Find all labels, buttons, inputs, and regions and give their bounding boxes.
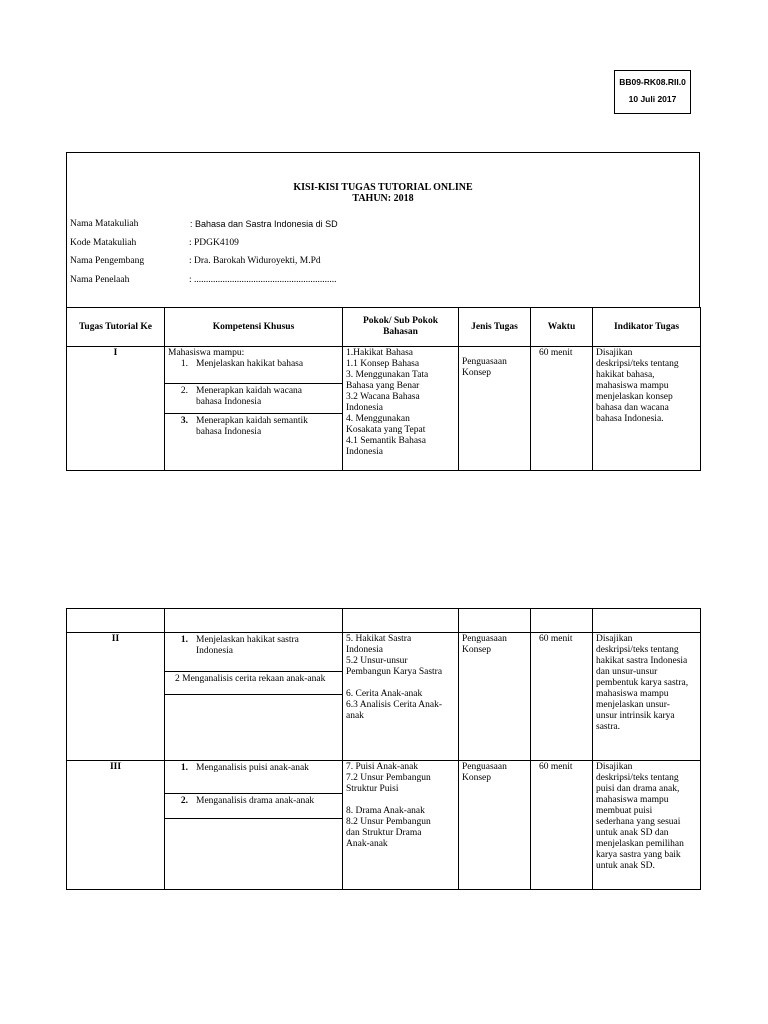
pokok-line: 3. Menggunakan Tata: [346, 370, 429, 380]
waktu-cell: 60 menit: [531, 633, 593, 761]
kompetensi-text: bahasa Indonesia: [196, 427, 262, 437]
kompetensi-text: Menjelaskan hakikat bahasa: [196, 359, 304, 369]
indikator-line: sastra.: [596, 722, 621, 732]
jenis-cell: [459, 761, 531, 890]
kompetensi-intro: Mahasiswa mampu:: [168, 348, 245, 358]
indikator-line: deskripsi/teks tentang: [596, 359, 679, 369]
penelaah-label: Nama Penelaah: [70, 275, 130, 285]
kode-label: Kode Matakuliah: [70, 238, 137, 248]
header-pokok-line2: Bahasan: [383, 327, 418, 337]
pokok-line: 8. Drama Anak-anak: [346, 806, 425, 816]
pokok-line: anak: [346, 711, 364, 721]
header-tugas: Tugas Tutorial Ke: [67, 308, 165, 347]
indikator-line: deskripsi/teks tentang: [596, 773, 679, 783]
pokok-line: 1.1 Konsep Bahasa: [346, 359, 420, 369]
jenis-cell: [459, 633, 531, 761]
indikator-line: sederhana yang sesuai: [596, 817, 681, 827]
kompetensi-number: 1.: [180, 763, 188, 773]
kompetensi-number: 2.: [180, 796, 188, 806]
empty-cell: [343, 609, 459, 633]
indikator-line: Disajikan: [596, 634, 633, 644]
row-number: II: [67, 633, 165, 761]
document-code-box: [614, 70, 691, 114]
pokok-line: 7. Puisi Anak-anak: [346, 762, 419, 772]
row-number: I: [67, 347, 165, 471]
jenis-line: Konsep: [462, 645, 492, 655]
jenis-line: Penguasaan: [462, 357, 507, 367]
pokok-line: Indonesia: [346, 447, 383, 457]
table-header-row: [67, 308, 701, 347]
kompetensi-item: [165, 672, 342, 695]
empty-cell: [531, 609, 593, 633]
kompetensi-cell: [165, 347, 343, 471]
kompetensi-text: 2 Menganalisis cerita rekaan anak-anak: [175, 674, 326, 684]
empty-cell: [67, 609, 165, 633]
indikator-line: Disajikan: [596, 348, 633, 358]
indikator-line: Disajikan: [596, 762, 633, 772]
pokok-cell: [343, 347, 459, 471]
pokok-line: Struktur Puisi: [346, 784, 399, 794]
indikator-cell: [593, 761, 701, 890]
kompetensi-text: Menganalisis drama anak-anak: [196, 796, 315, 806]
indikator-line: untuk anak SD dan: [596, 828, 669, 838]
matakuliah-value: : Bahasa dan Sastra Indonesia di SD: [190, 219, 338, 229]
kompetensi-cell: [165, 761, 343, 890]
header-jenis: Jenis Tugas: [459, 308, 531, 347]
kompetensi-text: Menjelaskan hakikat sastra: [196, 635, 299, 645]
pokok-line: 6.3 Analisis Cerita Anak-: [346, 700, 443, 710]
kompetensi-item: [165, 414, 342, 441]
kompetensi-text: Menerapkan kaidah wacana: [196, 386, 303, 396]
pokok-line: 7.2 Unsur Pembangun: [346, 773, 431, 783]
pokok-line: 6. Cerita Anak-anak: [346, 689, 423, 699]
header-pokok-line1: Pokok/ Sub Pokok: [363, 316, 438, 326]
kompetensi-text: Menerapkan kaidah semantik: [196, 416, 308, 426]
indikator-line: mahasiswa mampu: [596, 795, 669, 805]
kompetensi-item: [165, 384, 342, 414]
indikator-line: menjelaskan pemilihan: [596, 839, 684, 849]
empty-cell: [459, 609, 531, 633]
indikator-cell: [593, 633, 701, 761]
document-date: 10 Juli 2017: [628, 94, 677, 104]
waktu-cell: 60 menit: [531, 761, 593, 890]
pokok-line: 3.2 Wacana Bahasa: [346, 392, 420, 402]
indikator-line: menjelaskan unsur-: [596, 700, 670, 710]
jenis-cell: [459, 347, 531, 471]
kisi-table-part1: [66, 307, 701, 471]
indikator-line: membuat puisi: [596, 806, 653, 816]
kompetensi-text: Menganalisis puisi anak-anak: [196, 763, 309, 773]
kompetensi-number: 3.: [180, 416, 188, 426]
document-code: BB09-RK08.RII.0: [619, 77, 686, 87]
pokok-line: Kosakata yang Tepat: [346, 425, 426, 435]
pokok-line: 5. Hakikat Sastra: [346, 634, 412, 644]
pengembang-value: : Dra. Barokah Widuroyekti, M.Pd: [189, 256, 321, 266]
pokok-line: Bahasa yang Benar: [346, 381, 420, 391]
indikator-cell: [593, 347, 701, 471]
pokok-gap: [346, 678, 455, 689]
jenis-line: Konsep: [462, 368, 492, 378]
kompetensi-item: [165, 633, 342, 672]
pokok-cell: [343, 761, 459, 890]
pokok-line: Pembangun Karya Sastra: [346, 667, 443, 677]
document-title: KISI-KISI TUGAS TUTORIAL ONLINE: [293, 182, 473, 193]
penelaah-value: : ............................................................: [189, 275, 337, 285]
indikator-line: deskripsi/teks tentang: [596, 645, 679, 655]
kompetensi-text: bahasa Indonesia: [196, 397, 262, 407]
indikator-line: unsur intrinsik karya: [596, 711, 675, 721]
indikator-line: menjelaskan konsep: [596, 392, 673, 402]
indikator-line: karya sastra yang baik: [596, 850, 681, 860]
indikator-line: mahasiswa mampu: [596, 381, 669, 391]
indikator-line: hakikat sastra Indonesia: [596, 656, 688, 666]
kisi-table-part2: [66, 608, 701, 890]
kompetensi-text: Indonesia: [196, 646, 233, 656]
pengembang-label: Nama Pengembang: [70, 256, 145, 266]
pokok-line: Anak-anak: [346, 839, 388, 849]
indikator-line: pembentuk karya sastra,: [596, 678, 689, 688]
pokok-cell: [343, 633, 459, 761]
jenis-line: Penguasaan: [462, 634, 507, 644]
jenis-line: Konsep: [462, 773, 492, 783]
kompetensi-item: [165, 359, 342, 384]
document-year: TAHUN: 2018: [352, 193, 414, 204]
indikator-line: bahasa dan wacana: [596, 403, 669, 413]
empty-header-row: [67, 609, 701, 633]
matakuliah-label: Nama Matakuliah: [70, 219, 139, 229]
row-number: III: [67, 761, 165, 890]
empty-cell: [593, 609, 701, 633]
kompetensi-item: [165, 794, 342, 819]
kompetensi-number: 1.: [180, 359, 188, 369]
header-box: [66, 152, 700, 308]
kompetensi-number: 2.: [180, 386, 188, 396]
pokok-gap: [346, 795, 455, 806]
indikator-line: hakikat bahasa,: [596, 370, 655, 380]
indikator-line: untuk anak SD.: [596, 861, 655, 871]
indikator-line: mahasiswa mampu: [596, 689, 669, 699]
table-row: [67, 761, 701, 890]
pokok-line: Indonesia: [346, 645, 383, 655]
empty-cell: [165, 609, 343, 633]
indikator-line: dan unsur-unsur: [596, 667, 658, 677]
kode-value: : PDGK4109: [189, 238, 239, 248]
pokok-line: 4.1 Semantik Bahasa: [346, 436, 426, 446]
table-row: [67, 347, 701, 471]
pokok-line: dan Struktur Drama: [346, 828, 422, 838]
pokok-line: 4. Menggunakan: [346, 414, 410, 424]
header-waktu: Waktu: [531, 308, 593, 347]
header-kompetensi: Kompetensi Khusus: [165, 308, 343, 347]
indikator-line: puisi dan drama anak,: [596, 784, 680, 794]
kompetensi-cell: [165, 633, 343, 761]
kompetensi-number: 1.: [180, 635, 188, 645]
header-pokok: [343, 308, 459, 347]
pokok-line: Indonesia: [346, 403, 383, 413]
indikator-line: bahasa Indonesia.: [596, 414, 664, 424]
jenis-line: Penguasaan: [462, 762, 507, 772]
pokok-line: 1.Hakikat Bahasa: [346, 348, 414, 358]
header-indikator: Indikator Tugas: [593, 308, 701, 347]
kompetensi-item: [165, 761, 342, 794]
pokok-line: 5.2 Unsur-unsur: [346, 656, 408, 666]
waktu-cell: 60 menit: [531, 347, 593, 471]
table-row: [67, 633, 701, 761]
pokok-line: 8.2 Unsur Pembangun: [346, 817, 431, 827]
